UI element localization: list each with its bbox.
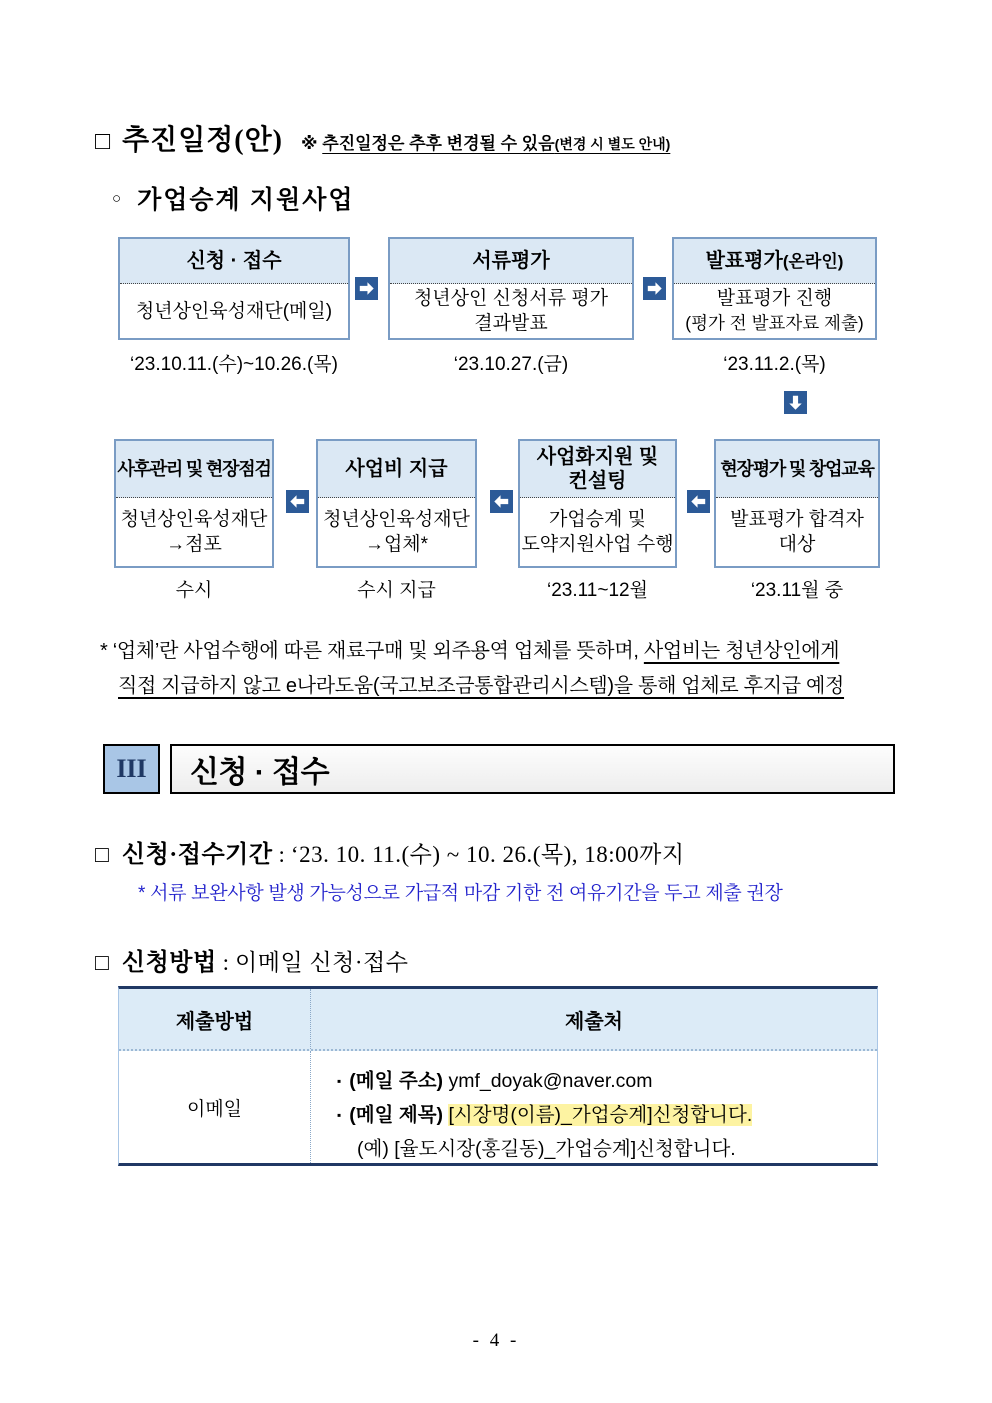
application-period-value: ‘23. 10. 11.(수) ~ 10. 26.(목), 18:00까지 <box>290 842 685 867</box>
flow-box-followup-title: 사후관리 및 현장점검 <box>116 441 272 498</box>
header-cell-destination: 제출처 <box>565 1010 623 1033</box>
submission-table-row <box>119 1051 877 1163</box>
flow-box-followup-body: 청년상인육성재단 →점포 <box>120 509 268 555</box>
flow-box-docreview-body: 청년상인 신청서류 평가 결과발표 <box>413 288 609 334</box>
flow-date-apply: ‘23.10.11.(수)~10.26.(목) <box>130 354 338 375</box>
cell-method-email: 이메일 <box>119 1051 311 1163</box>
flow-date-presentation: ‘23.11.2.(목) <box>723 354 826 375</box>
subsection-heading <box>112 180 355 216</box>
square-list-bullet-icon: ▪ <box>337 1108 342 1122</box>
flow-date-commercialization: ‘23.11~12월 <box>547 580 648 601</box>
flow-box-commercialization-title: 사업화지원 및 컨설팅 <box>520 441 675 498</box>
mail-subject-line: ▪ (메일 제목) [시장명(이름)_가업승계]신청합니다. <box>337 1104 753 1126</box>
flow-date-followup: 수시 <box>175 580 213 601</box>
arrow-left-icon <box>286 490 309 513</box>
mail-subject-highlight: [시장명(이름)_가업승계]신청합니다. <box>448 1104 753 1126</box>
circle-bullet-icon: ○ <box>112 189 122 207</box>
section-number-badge: III <box>103 744 160 794</box>
schedule-heading-note <box>301 129 670 154</box>
square-bullet-icon: □ <box>95 950 109 975</box>
schedule-note-small: (변경 시 별도 안내) <box>554 136 671 152</box>
flow-box-apply-body: 청년상인육성재단(메일) <box>135 300 333 322</box>
submission-table <box>118 986 878 1166</box>
flow-box-commercialization <box>518 439 677 568</box>
mail-address-line: ▪ (메일 주소) ymf_doyak@naver.com <box>337 1070 653 1092</box>
flow-box-fieldeval-title: 현장평가 및 창업교육 <box>716 441 878 498</box>
square-bullet-icon: □ <box>95 842 109 867</box>
flow-box-payment <box>316 439 477 568</box>
arrow-right-icon <box>643 277 666 300</box>
flow-date-payment: 수시 지급 <box>357 580 436 601</box>
application-method-label: 신청방법 <box>121 950 217 976</box>
reference-mark: ※ <box>301 134 318 153</box>
application-period-line <box>95 834 685 869</box>
page-number: - 4 - <box>472 1330 520 1351</box>
application-method-value: 이메일 신청·접수 <box>235 950 409 975</box>
schedule-note-text: 추진일정은 추후 변경될 수 있음 <box>322 134 555 153</box>
footnote-line2: 직접 지급하지 않고 e나라도움(국고보조금통합관리시스템)을 통해 업체로 후지급 예정 <box>118 675 845 697</box>
application-period-note: * 서류 보완사항 발생 가능성으로 가급적 마감 기한 전 여유기간을 두고 제출 권장 <box>138 883 783 904</box>
application-period-label: 신청·접수기간 <box>121 842 273 868</box>
square-list-bullet-icon: ▪ <box>337 1074 342 1088</box>
submission-table-header <box>119 989 877 1051</box>
flow-box-presentation <box>672 237 877 340</box>
flow-box-docreview <box>388 237 634 340</box>
square-bullet-icon: □ <box>95 128 111 155</box>
colon-separator: : <box>222 950 230 975</box>
flow-box-apply <box>118 237 350 340</box>
header-cell-method: 제출방법 <box>119 989 311 1049</box>
flow-date-fieldeval: ‘23.11월 중 <box>750 580 844 601</box>
flow-box-presentation-title: 발표평가(온라인) <box>674 239 875 284</box>
mail-subject-example: (예) [율도시장(홍길동)_가업승계]신청합니다. <box>357 1138 736 1160</box>
flow-box-payment-body: 청년상인육성재단 →업체* <box>323 509 470 555</box>
flow-box-presentation-body: 발표평가 진행 (평가 전 발표자료 제출) <box>685 288 864 333</box>
flow-box-docreview-title: 서류평가 <box>390 239 632 284</box>
flow-box-payment-title: 사업비 지급 <box>318 441 475 498</box>
flow-date-docreview: ‘23.10.27.(금) <box>453 354 569 375</box>
subsection-title: 가업승계 지원사업 <box>137 187 355 214</box>
flow-box-apply-title: 신청 · 접수 <box>120 239 348 284</box>
schedule-heading-title: 추진일정(안) <box>122 125 283 156</box>
mail-address-value: ymf_doyak@naver.com <box>448 1070 653 1092</box>
cell-destination <box>311 1051 877 1163</box>
arrow-right-icon <box>355 277 378 300</box>
application-method-line <box>95 942 408 977</box>
flow-box-fieldeval-body: 발표평가 합격자 대상 <box>730 509 864 555</box>
footnote-line1: * ‘업체’란 사업수행에 따른 재료구매 및 외주용역 업체를 뜻하며, 사업비는 청년상인에게 <box>100 640 840 662</box>
colon-separator: : <box>278 842 285 867</box>
flow-box-commercialization-body: 가업승계 및 도약지원사업 수행 <box>521 509 674 555</box>
flow-box-followup <box>114 439 274 568</box>
arrow-down-icon <box>784 391 807 414</box>
schedule-heading <box>95 118 670 158</box>
flow-box-fieldeval <box>714 439 880 568</box>
section-title-bar: 신청 · 접수 <box>170 744 895 794</box>
arrow-left-icon <box>490 490 513 513</box>
arrow-left-icon <box>687 490 710 513</box>
footnote <box>100 634 915 704</box>
